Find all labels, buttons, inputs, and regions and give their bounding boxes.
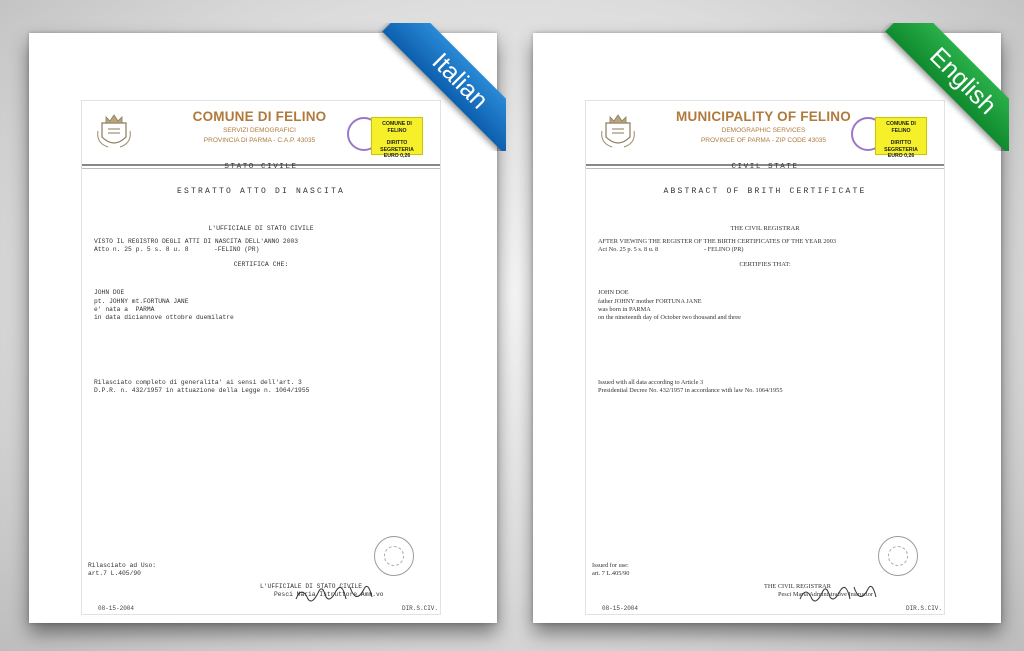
italian-certificate-document [81,100,441,615]
municipality-subtitle: DEMOGRAPHIC SERVICES [721,127,806,134]
body-line-parents: father JOHNY mother FORTUNA JANE [598,298,702,305]
instructor-label: Pesci Maria Administrative Instructor [778,591,873,598]
english-language-ribbon [881,23,1009,151]
issued-line: Presidential Decree No. 432/1957 in accordance with law No. 1064/1955 [598,387,783,394]
header-text [152,109,367,144]
issue-date: 08-15-2004 [98,605,135,612]
document-title: ABSTRACT OF BRITH CERTIFICATE [663,187,867,196]
ribbon-label-italian: Italian [382,23,506,151]
issued-use-article: art. 7 L.405/90 [592,570,630,577]
section-title: STATO CIVILE [224,163,298,171]
officer-label: L'UFFICIALE DI STATO CIVILE [208,225,314,232]
stamp-line: FELINO [387,127,407,134]
body-line-birthdate: on the nineteenth day of October two thousand and three [598,314,741,321]
body-line-birthplace: e' nata a PARMA [94,306,155,313]
english-certificate-document [585,100,945,615]
register-line: VISTO IL REGISTRO DEGLI ATTI DI NASCITA DELL'ANNO 2003 [94,238,299,245]
certifies-label: CERTIFICA CHE: [233,261,289,268]
header-text [656,109,871,144]
act-place: -FELINO (PR) [214,246,260,253]
issued-line: Issued with all data according to Article 3 [598,379,704,386]
body-line-name: JOHN DOE [598,289,629,296]
certifies-label: CERTIFIES THAT: [739,261,791,268]
official-seal-icon [878,536,918,576]
municipality-title: COMUNE DI FELINO [192,109,327,124]
signature-icon [796,577,886,607]
section-title: CIVIL STATE [731,163,799,171]
municipality-province: PROVINCE OF PARMA - ZIP CODE 43035 [700,137,827,144]
stamp-line: COMUNE DI [382,121,412,127]
stamp-line: DIRITTO SEGRETERIA [380,140,414,153]
issued-line: D.P.R. n. 432/1957 in attuazione della Legge n. 1064/1955 [94,387,310,394]
signature-icon [292,577,382,607]
municipality-province: PROVINCIA DI PARMA - C.A.P. 43035 [203,137,316,144]
issued-use-article: art.7 L.405/90 [88,570,141,577]
municipality-title: MUNICIPALITY OF FELINO [676,109,851,124]
body-line-birthplace: was born in PARMA [598,306,651,313]
municipal-crest-icon [600,111,636,151]
registrar-label: L'UFFICIALE DI STATO CIVILE [260,583,363,590]
stamp-line: FELINO [891,127,911,134]
official-seal-icon [374,536,414,576]
italian-language-ribbon [378,23,506,151]
instructor-label: Pesci Maria Istruttore Amm.vo [274,591,384,598]
issued-use-label: Rilasciato ad Uso: [88,562,157,569]
municipality-subtitle: SERVIZI DEMOGRAFICI [223,127,296,134]
act-place: - FELINO (PR) [704,246,744,253]
registrar-label: THE CIVIL REGISTRAR [764,583,831,590]
body-line-parents: pt. JOHNY mt.FORTUNA JANE [94,298,189,305]
directorate-code: DIR.S.CIV. [905,605,942,612]
body-line-name: JOHN DOE [94,289,125,296]
stamp-line: DIRITTO SEGRETERIA [884,140,918,153]
ribbon-label-english: English [885,23,1009,151]
stamp-line: EURO 0,26 [383,153,411,159]
stamp-line: EURO 0,26 [887,153,915,159]
register-line: AFTER VIEWING THE REGISTER OF THE BIRTH CERTIFICATES OF THE YEAR 2003 [598,238,837,245]
act-number: Atto n. 25 p. 5 s. 8 u. 8 [94,246,189,253]
officer-label: THE CIVIL REGISTRAR [730,225,800,232]
issue-date: 08-15-2004 [602,605,639,612]
issued-use-label: Issued for use: [592,562,629,569]
directorate-code: DIR.S.CIV. [401,605,438,612]
body-line-birthdate: in data diciannove ottobre duemilatre [94,314,234,321]
stamp-line: COMUNE DI [886,121,916,127]
act-number: Act No. 25 p. 5 s. 8 u. 8 [598,246,659,253]
issued-line: Rilasciato completo di generalita' ai sensi dell'art. 3 [94,379,302,386]
document-title: ESTRATTO ATTO DI NASCITA [176,187,346,196]
municipal-crest-icon [96,111,132,151]
